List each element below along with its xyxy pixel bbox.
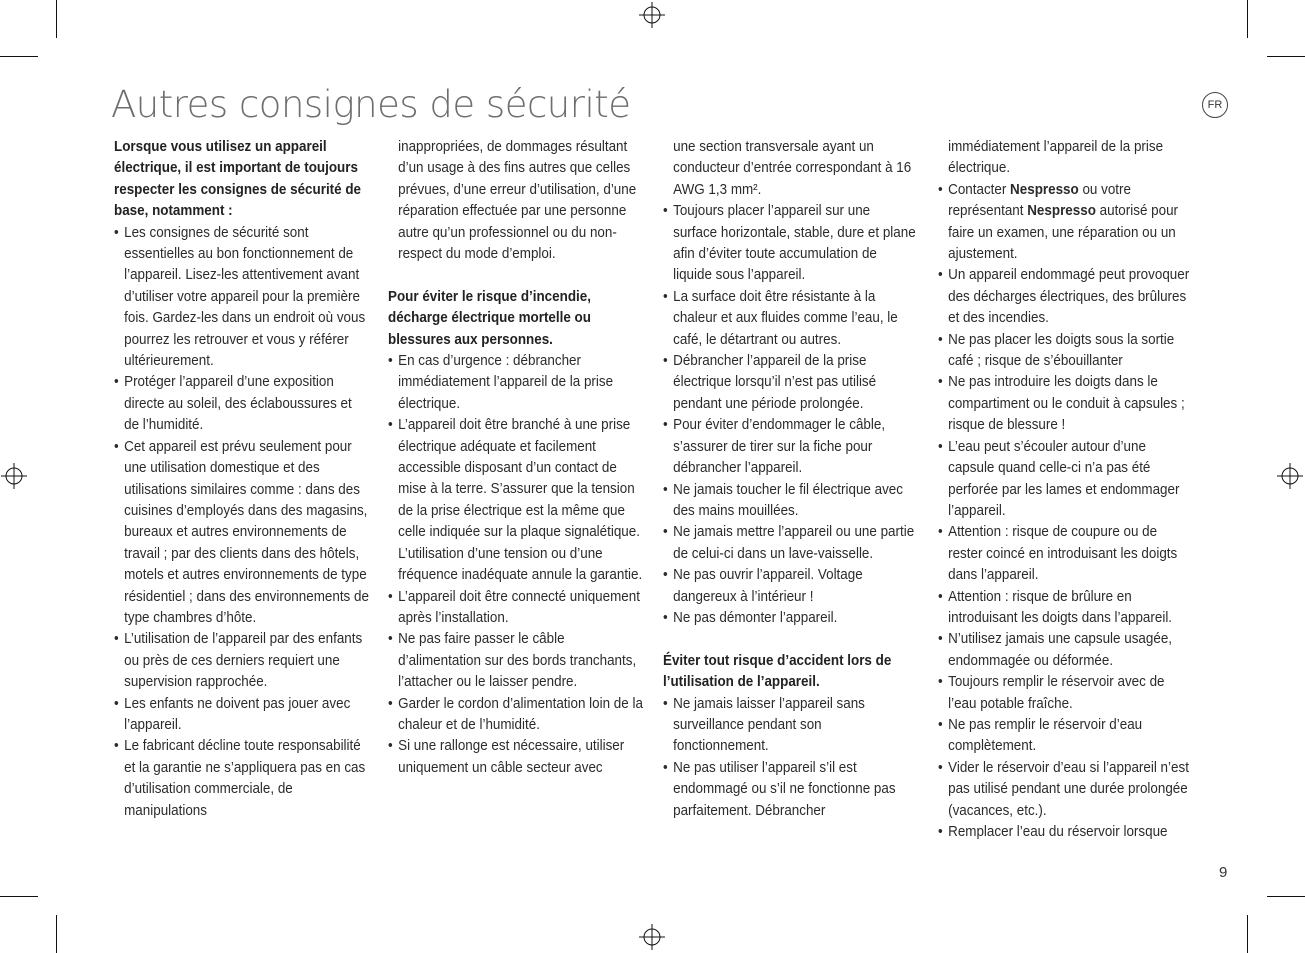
column-2: [388, 137, 644, 779]
list-item: • La surface doit être résistante à la chaleur et aux fluides comme l’eau, le café, le détartrant ou autres.: [663, 287, 917, 351]
list-item: • Vider le réservoir d’eau si l’appareil n’est pas utilisé pendant une durée prolongée (vacances, etc.).: [938, 758, 1194, 822]
continued-text: immédiatement l’appareil de la prise électrique.: [948, 139, 1164, 177]
list-item: • Les consignes de sécurité sont essentielles au bon fonctionnement de l’appareil. Lisez-les attentivement avant d’utiliser votre appareil pour la première fois. Gardez-les dans un endroit où vous pourrez les retrouver et vous y référer ultérieurement.: [114, 223, 370, 373]
brand-name: Nespresso: [1010, 181, 1079, 198]
language-badge: FR: [1202, 92, 1228, 118]
list-item: • Ne pas remplir le réservoir d’eau complètement.: [938, 715, 1194, 758]
list-item: • Un appareil endommagé peut provoquer des décharges électriques, des brûlures et des incendies.: [938, 265, 1194, 329]
bullet-list: [663, 694, 917, 822]
list-item: • Ne pas démonter l’appareil.: [663, 608, 917, 629]
list-item: • Protéger l’appareil d’une exposition directe au soleil, des éclaboussures et de l’humidité.: [114, 372, 370, 436]
crop-mark: [56, 0, 57, 38]
list-item: • Ne pas utiliser l’appareil s’il est endommagé ou s’il ne fonctionne pas parfaitement. Débrancher: [663, 758, 917, 822]
column-4: [938, 137, 1194, 843]
continued-text: une section transversale ayant un conducteur d’entrée correspondant à 16 AWG 1,3 mm².: [673, 139, 912, 198]
list-item: • Les enfants ne doivent pas jouer avec l’appareil.: [114, 694, 370, 737]
section-heading: Éviter tout risque d’accident lors de l’utilisation de l’appareil.: [663, 652, 892, 691]
brand-name: Nespresso: [1027, 203, 1096, 220]
list-item: • Débrancher l’appareil de la prise électrique lorsqu’il n’est pas utilisé pendant une période prolongée.: [663, 351, 917, 415]
list-item: • Ne jamais toucher le fil électrique avec des mains mouillées.: [663, 480, 917, 523]
list-item: • Ne pas introduire les doigts dans le compartiment ou le conduit à capsules ; risque de blessure !: [938, 372, 1194, 436]
list-item: • Garder le cordon d’alimentation loin de la chaleur et de l’humidité.: [388, 694, 644, 737]
column-1: [114, 137, 370, 822]
column-3: [663, 137, 917, 822]
list-item: • Cet appareil est prévu seulement pour une utilisation domestique et des utilisations similaires comme : dans des cuisines d’employés dans des magasins, bureaux et autres environnements de travail ; par des clients dans des hôtels, motels et autres environnements de type résidentiel ; dans des environnements de type chambres d’hôte.: [114, 437, 370, 630]
list-item: • L’utilisation de l’appareil par des enfants ou près de ces derniers requiert une supervision rapprochée.: [114, 629, 370, 693]
page-number: 9: [1219, 864, 1228, 881]
list-item: • Ne jamais laisser l’appareil sans surveillance pendant son fonctionnement.: [663, 694, 917, 758]
list-item: • Ne pas ouvrir l’appareil. Voltage dangereux à l’intérieur !: [663, 565, 917, 608]
registration-mark-icon: [1, 463, 27, 489]
list-item: • L’eau peut s’écouler autour d’une capsule quand celle-ci n’a pas été perforée par les lames et endommager l’appareil.: [938, 437, 1194, 523]
bullet-list: [663, 201, 917, 629]
crop-mark: [1267, 896, 1305, 897]
list-item: • Contacter Nespresso ou votre représentant Nespresso autorisé pour faire un examen, une réparation ou un ajustement.: [938, 180, 1194, 266]
list-item: • Si une rallonge est nécessaire, utiliser uniquement un câble secteur avec: [388, 736, 644, 779]
bullet-list: [938, 180, 1194, 844]
list-item: • Ne pas faire passer le câble d’alimentation sur des bords tranchants, l’attacher ou le laisser pendre.: [388, 629, 644, 693]
list-item: • Ne jamais mettre l’appareil ou une partie de celui-ci dans un lave-vaisselle.: [663, 522, 917, 565]
list-item: • L’appareil doit être connecté uniquement après l’installation.: [388, 587, 644, 630]
list-item: • N’utilisez jamais une capsule usagée, endommagée ou déformée.: [938, 629, 1194, 672]
page-title: Autres consignes de sécurité: [111, 83, 631, 126]
list-item: • Toujours remplir le réservoir avec de l’eau potable fraîche.: [938, 672, 1194, 715]
list-item: • En cas d’urgence : débrancher immédiatement l’appareil de la prise électrique.: [388, 351, 644, 415]
crop-mark: [1267, 56, 1305, 57]
list-item: • L’appareil doit être branché à une prise électrique adéquate et facilement accessible disposant d’un contact de mise à la terre. S’assurer que la tension de la prise électrique est la même que celle indiquée sur la plaque signalétique. L’utilisation d’une tension ou d’une fréquence inadéquate annule la garantie.: [388, 415, 644, 586]
list-item: • Toujours placer l’appareil sur une surface horizontale, stable, dure et plane afin d’éviter toute accumulation de liquide sous l’appareil.: [663, 201, 917, 287]
list-item: • Remplacer l’eau du réservoir lorsque: [938, 822, 1194, 843]
crop-mark: [0, 896, 38, 897]
section-heading: Pour éviter le risque d’incendie, décharge électrique mortelle ou blessures aux personnes.: [388, 288, 591, 348]
crop-mark: [56, 915, 57, 953]
list-item: • Attention : risque de coupure ou de rester coincé en introduisant les doigts dans l’appareil.: [938, 522, 1194, 586]
registration-mark-icon: [639, 2, 665, 28]
list-item: • Attention : risque de brûlure en introduisant les doigts dans l’appareil.: [938, 587, 1194, 630]
crop-mark: [0, 56, 38, 57]
continued-text: inappropriées, de dommages résultant d’un usage à des fins autres que celles prévues, d’une erreur d’utilisation, d’une réparation effectuée par une personne autre qu’un professionnel ou du non-respect du mode d’emploi.: [398, 139, 637, 263]
list-item: • Ne pas placer les doigts sous la sortie café ; risque de s’ébouillanter: [938, 330, 1194, 373]
registration-mark-icon: [1277, 463, 1303, 489]
registration-mark-icon: [639, 924, 665, 950]
crop-mark: [1247, 0, 1248, 38]
list-item: • Le fabricant décline toute responsabilité et la garantie ne s’appliquera pas en cas d’utilisation commerciale, de manipulations: [114, 736, 370, 822]
section-heading: Lorsque vous utilisez un appareil électrique, il est important de toujours respecter les consignes de sécurité de base, notamment :: [114, 139, 362, 220]
bullet-list: [114, 223, 370, 822]
list-item: • Pour éviter d’endommager le câble, s’assurer de tirer sur la fiche pour débrancher l’appareil.: [663, 415, 917, 479]
crop-mark: [1247, 915, 1248, 953]
bullet-list: [388, 351, 644, 779]
